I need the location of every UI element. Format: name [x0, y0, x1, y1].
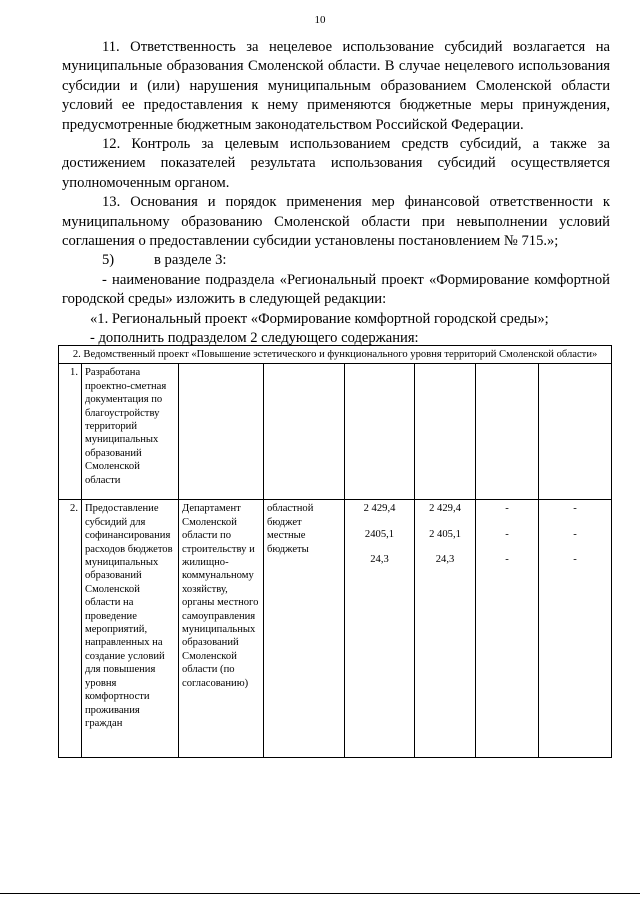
- measure-name: Разработана проектно-сметная документация по благоустройству территорий муниципальных образований Смоленской области: [82, 364, 179, 500]
- budget-cell: [264, 364, 345, 500]
- value-regional: 2 405,1: [429, 528, 461, 540]
- value-cell: [476, 364, 539, 500]
- value-dash: -: [573, 554, 577, 566]
- value-local: 24,3: [370, 554, 389, 566]
- paragraph-dash-rename: - наименование подраздела «Региональный проект «Формирование комфортной городской среды» изложить в следующей редакции:: [62, 271, 610, 308]
- executor-cell: [179, 364, 264, 500]
- paragraph-12: 12. Контроль за целевым использованием средств субсидий, а также за достижением показателей результата использования субсидий осуществляется уполномоченным органом.: [62, 136, 610, 191]
- value-cell: [345, 364, 415, 500]
- value-dash: -: [573, 503, 577, 515]
- value-local: 24,3: [435, 554, 455, 566]
- value-dash: -: [505, 503, 509, 515]
- page-edge-line: [0, 893, 640, 894]
- budget-cell: областной бюджет местные бюджеты: [264, 500, 345, 758]
- paragraph-11: 11. Ответственность за нецелевое использование субсидий возлагается на муниципальные образования Смоленской области. В случае нецелевого использования субсидии и (или) нарушения муниципальным образованием Смоленской области условий ее предоставления к нему применяются бюджетные меры принуждения, предусмотренные бюджетным законодательством Российской Федерации.: [62, 39, 610, 133]
- table-section-row: [59, 346, 612, 364]
- paragraph-quote: «1. Региональный проект «Формирование комфортной городской среды»;: [90, 310, 549, 327]
- value-cell: [539, 364, 612, 500]
- value-cell: [476, 500, 539, 758]
- paragraph-dash-add: - дополнить подразделом 2 следующего содержания:: [90, 330, 419, 347]
- value-total: 2 429,4: [429, 503, 461, 515]
- value-cell: [345, 500, 415, 758]
- measures-table: [58, 345, 612, 758]
- executor-cell: Департамент Смоленской области по строительству и жилищно-коммунальному хозяйству, органы местного самоуправления муниципальных образований Смоленской области (по согласованию): [179, 500, 264, 758]
- row-number: 2.: [59, 500, 82, 758]
- paragraph-5: [62, 251, 610, 270]
- table-row: [59, 364, 612, 500]
- paragraph-5-number: 5): [102, 252, 115, 269]
- document-body: [62, 38, 610, 349]
- measure-name: Предоставление субсидий для софинансирования расходов бюджетов муниципальных образований Смоленской области на проведение мероприятий, направленных на создание условий для повышения уровня комфортности проживания граждан: [82, 500, 179, 758]
- page-number: 10: [314, 14, 326, 26]
- value-cell: [415, 500, 476, 758]
- value-total: 2 429,4: [363, 503, 396, 515]
- value-dash: -: [505, 554, 509, 566]
- value-regional: 2405,1: [364, 528, 395, 540]
- table-row: [59, 500, 612, 758]
- paragraph-5-text: в разделе 3:: [154, 252, 227, 269]
- value-dash: -: [573, 528, 577, 540]
- row-number: 1.: [59, 364, 82, 500]
- table-section-title: 2. Ведомственный проект «Повышение эстетического и функционального уровня территорий Смоленской области»: [59, 346, 612, 364]
- value-dash: -: [505, 528, 509, 540]
- paragraph-13: 13. Основания и порядок применения мер финансовой ответственности к муниципальному образованию Смоленской области при невыполнении условий соглашения о предоставлении субсидии установлены постановлением № 715.»;: [62, 194, 610, 250]
- value-cell: [539, 500, 612, 758]
- value-cell: [415, 364, 476, 500]
